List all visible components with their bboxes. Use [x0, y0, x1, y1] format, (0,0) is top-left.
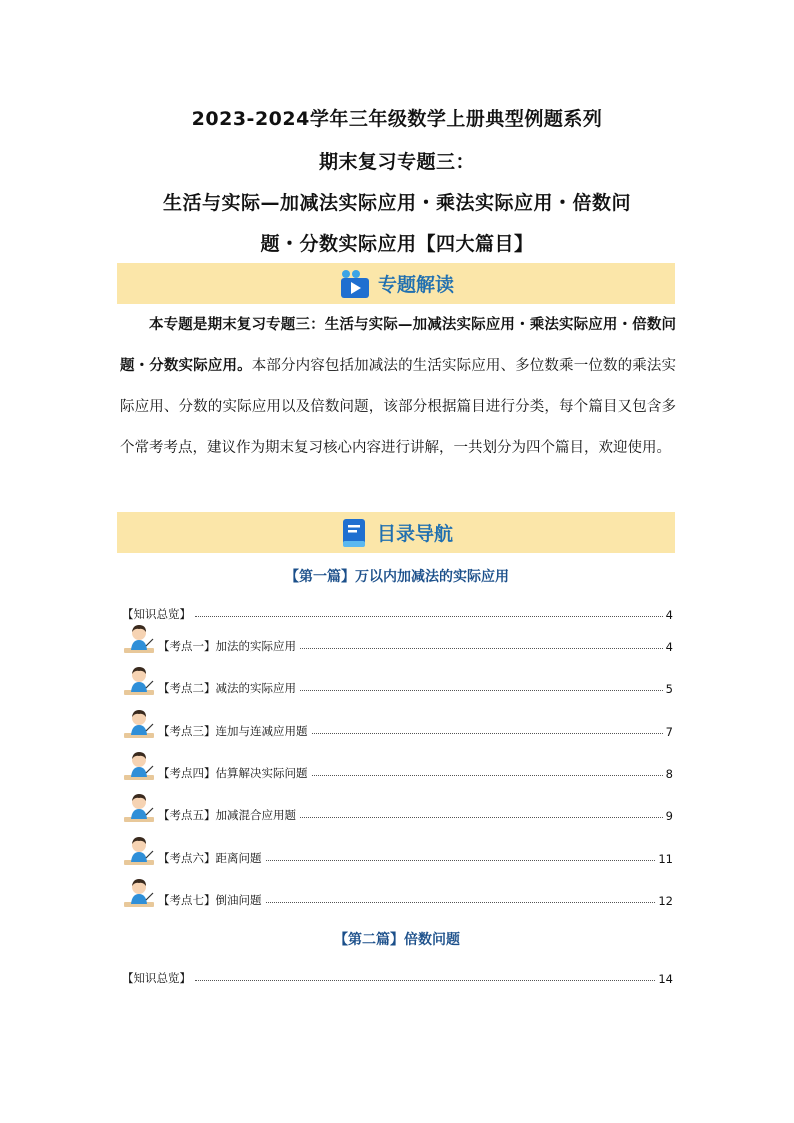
toc-page-number: 4 [665, 640, 673, 654]
topic-intro-banner [117, 263, 675, 304]
student-writing-icon [122, 622, 156, 656]
toc-leader-dots [312, 733, 663, 734]
toc-page-number: 14 [658, 972, 673, 986]
topic-intro-title: 专题解读 [377, 274, 454, 296]
student-writing-icon [122, 876, 156, 910]
toc-page-number: 4 [665, 608, 673, 622]
intro-bold-text: 本专题是期末复习专题三：生活与实际—加减法实际应用・乘法实际应用・倍数问题・分数实际应用。 [120, 317, 676, 374]
toc-page-number: 5 [665, 682, 673, 697]
doc-title-line-1: 2023-2024学年三年级数学上册典型例题系列 [191, 108, 603, 130]
toc-entry-kaodian-5[interactable] [122, 791, 673, 825]
toc-leader-dots [266, 860, 656, 861]
student-writing-icon [122, 834, 156, 868]
video-play-icon [338, 268, 372, 300]
toc-leader-dots [300, 648, 663, 649]
toc-entry-kaodian-7[interactable] [122, 876, 673, 910]
student-writing-icon [122, 749, 156, 783]
doc-title-line-2: 期末复习专题三： [318, 151, 475, 173]
toc-page-number: 8 [665, 766, 673, 781]
toc-title: 目录导航 [376, 523, 453, 545]
toc-leader-dots [312, 775, 663, 776]
toc-page-number: 12 [658, 893, 673, 908]
toc-page-number: 9 [665, 809, 673, 824]
toc-entry-kaodian-2[interactable] [122, 664, 673, 698]
toc-entry-label: 【考点一】加法的实际应用 [158, 639, 296, 653]
toc-entry-label: 【考点三】连加与连减应用题 [158, 723, 308, 738]
toc-leader-dots [300, 690, 663, 691]
student-writing-icon [122, 707, 156, 741]
section-2-heading: 【第二篇】倍数问题 [334, 932, 460, 948]
toc-entry-label: 【考点五】加减混合应用题 [158, 808, 296, 823]
intro-text: 本部分内容包括加减法的生活实际应用、多位数乘一位数的乘法实际应用、分数的实际应用以及倍数问题，该部分根据篇目进行分类，每个篇目又包含多个常考考点，建议作为期末复习核心内容进行讲解，一共划分为四个篇目，欢迎使用。 [120, 358, 676, 456]
toc-entry-label: 【考点二】减法的实际应用 [158, 681, 296, 696]
toc-entry-label: 【知识总览】 [122, 971, 191, 985]
toc-entry-label: 【考点六】距离问题 [158, 850, 262, 865]
toc-entry-kaodian-4[interactable] [122, 749, 673, 783]
toc-entry-label: 【考点七】倒油问题 [158, 892, 262, 907]
toc-leader-dots [266, 902, 656, 903]
toc-page-number: 7 [665, 724, 673, 739]
toc-leader-dots [300, 817, 663, 818]
toc-leader-dots [195, 980, 655, 981]
toc-leader-dots [195, 616, 663, 617]
toc-page-number: 11 [658, 851, 673, 866]
toc-entry-kaodian-1[interactable] [122, 622, 673, 656]
toc-entry-overview-2[interactable] [122, 962, 673, 986]
doc-title-line-3: 生活与实际—加减法实际应用・乘法实际应用・倍数问 [162, 192, 631, 214]
student-writing-icon [122, 664, 156, 698]
student-writing-icon [122, 791, 156, 825]
toc-entry-label: 【知识总览】 [122, 607, 191, 621]
book-icon [339, 517, 371, 549]
toc-banner [117, 512, 675, 553]
doc-title-line-4: 题・分数实际应用【四大篇目】 [260, 233, 534, 255]
intro-paragraph [120, 305, 676, 469]
section-1-heading: 【第一篇】万以内加减法的实际应用 [285, 569, 509, 585]
toc-entry-overview-1[interactable] [122, 598, 673, 622]
toc-entry-kaodian-6[interactable] [122, 834, 673, 868]
toc-entry-kaodian-3[interactable] [122, 707, 673, 741]
toc-entry-label: 【考点四】估算解决实际问题 [158, 765, 308, 780]
